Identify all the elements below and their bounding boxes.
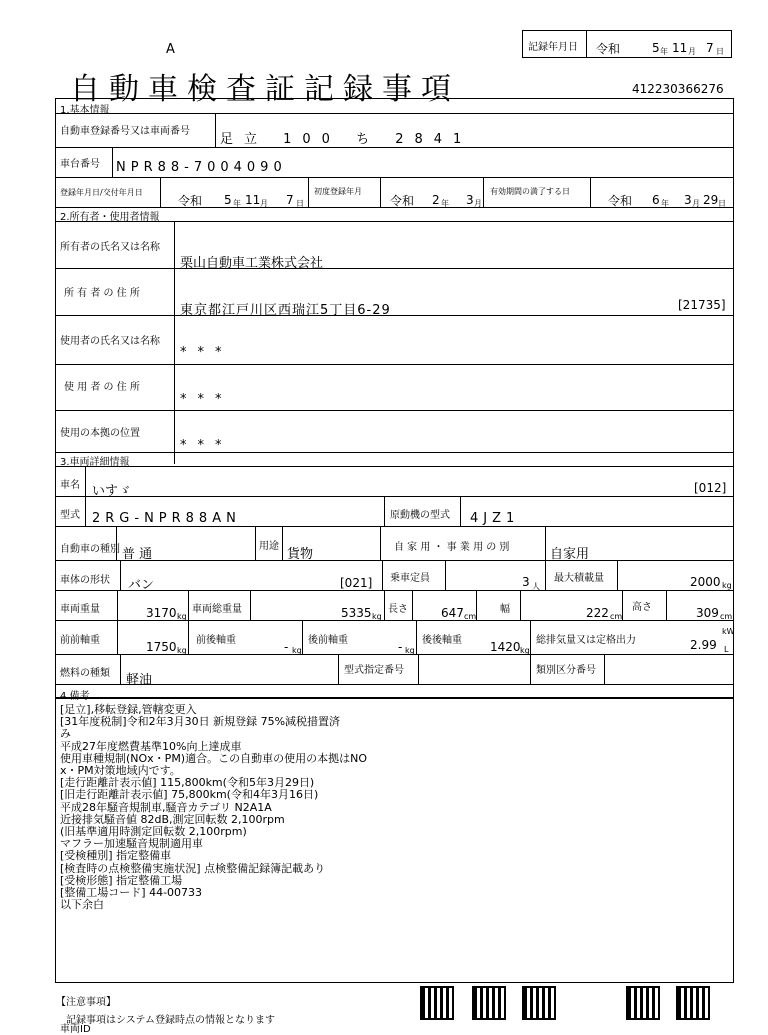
notes-heading: 【注意事項】 [56, 997, 116, 1008]
reg-number-value: 足立 100 ち 2841 [220, 132, 473, 147]
owner-addr-label: 所 有 者 の 住 所 [64, 288, 140, 299]
record-date-month: 11 [672, 41, 688, 55]
width-label: 幅 [500, 604, 510, 615]
kg-unit: kg [177, 646, 187, 655]
user-name: *** [180, 345, 233, 360]
engine-label: 原動機の型式 [390, 510, 450, 521]
section-remarks-heading: 4.備考 [60, 691, 90, 702]
weight-label: 車両重量 [60, 604, 100, 615]
owner-addr-code: [21735] [678, 298, 726, 312]
capacity-unit: 人 [532, 582, 540, 591]
remark-line: [走行距離計表示値] 115,800km(令和5年3月29日) [60, 776, 315, 790]
first-reg-month: 3 [466, 193, 474, 207]
reg-date-label: 登録年月日/交付年月日 [60, 188, 143, 197]
remark-line: み [60, 727, 71, 741]
length-label: 長さ [388, 604, 408, 615]
cm-unit: cm [610, 612, 623, 621]
remark-line: x・PM対策地域内です。 [60, 764, 181, 778]
expiry-month: 3 [684, 193, 692, 207]
remark-line: 以下余白 [60, 898, 104, 912]
remark-line: 使用車種規制(NOx・PM)適合。この自動車の使用の本拠はNO [60, 751, 367, 765]
remark-line: [受検形態] 指定整備工場 [60, 873, 183, 887]
max-load-label: 最大積載量 [554, 573, 604, 584]
chassis-value: NPR88-7004090 [116, 160, 287, 175]
disp-label: 総排気量又は定格出力 [536, 635, 636, 646]
car-name-label: 車名 [60, 480, 80, 491]
weight-value: 3170 [146, 606, 177, 620]
reg-date-month: 11 [245, 193, 261, 207]
ff-axle-label: 前前軸重 [60, 635, 100, 646]
capacity-value: 3 [522, 575, 530, 589]
kg-unit: kg [177, 612, 187, 621]
header-mark: A [166, 42, 175, 57]
width-value: 222 [586, 606, 609, 620]
reg-date-era: 令和 [178, 194, 203, 208]
reg-date-day: 7 [286, 193, 294, 207]
remark-line: 平成28年騒音規制車,騒音カテゴリ N2A1A [60, 800, 272, 814]
chassis-label: 車台番号 [60, 159, 100, 170]
user-name-label: 使用者の氏名又は名称 [60, 336, 160, 347]
length-value: 647 [441, 606, 464, 620]
rf-axle-value: - [398, 640, 403, 654]
user-addr: *** [180, 392, 233, 407]
base-label: 使用の本拠の位置 [60, 428, 140, 439]
kg-unit: kg [722, 581, 732, 590]
remark-line: [整備工場コード] 44-00733 [60, 886, 203, 900]
gross-label: 車両総重量 [192, 604, 242, 615]
cm-unit: cm [464, 612, 477, 621]
section-basic-heading: 1.基本情報 [60, 105, 110, 116]
qr-code-3 [522, 986, 556, 1020]
rf-axle-label: 後前軸重 [308, 635, 348, 646]
private-value: 自家用 [550, 547, 590, 562]
car-name-code: [012] [694, 481, 727, 495]
height-value: 309 [696, 606, 719, 620]
model-value: 2RG-NPR88AN [92, 511, 241, 526]
max-load-value: 2000 [690, 575, 721, 589]
body-label: 車体の形状 [60, 575, 110, 586]
record-date-era: 令和 [596, 42, 621, 56]
expiry-year: 6 [652, 193, 660, 207]
disp-value: 2.99 [690, 638, 717, 652]
first-reg-year: 2 [432, 193, 440, 207]
model-label: 型式 [60, 510, 80, 521]
qr-code-4 [626, 986, 660, 1020]
owner-addr: 東京都江戸川区西瑞江5丁目6-29 [180, 303, 391, 318]
use-value: 貨物 [287, 547, 314, 562]
car-name: いすゞ [92, 484, 132, 499]
remark-line: マフラー加速騒音規制適用車 [60, 837, 203, 851]
fr-axle-label: 前後軸重 [196, 635, 236, 646]
kg-unit: kg [372, 612, 382, 621]
remark-line: [受検種別] 指定整備車 [60, 849, 172, 863]
gross-value: 5335 [341, 606, 372, 620]
engine-value: 4JZ1 [470, 511, 520, 526]
kind-label: 自動車の種別 [60, 544, 120, 555]
record-date-label: 記録年月日 [528, 42, 578, 53]
section-vehicle-heading: 3.車両詳細情報 [60, 457, 130, 468]
reg-number-label: 自動車登録番号又は車両番号 [60, 126, 190, 137]
remark-line: [旧走行距離計表示値] 75,800km(令和4年3月16日) [60, 788, 319, 802]
owner-name: 栗山自動車工業株式会社 [180, 256, 324, 271]
ff-axle-value: 1750 [146, 640, 177, 654]
height-label: 高さ [632, 602, 652, 613]
kw-unit: kW [722, 627, 735, 636]
qr-code-2 [472, 986, 506, 1020]
first-reg-label: 初度登録年月 [314, 187, 362, 196]
expiry-era: 令和 [608, 194, 633, 208]
remark-line: [検査時の点検整備実施状況] 点検整備記録簿記載あり [60, 861, 326, 875]
capacity-label: 乗車定員 [390, 573, 430, 584]
notes-text: 記録事項はシステム登録時点の情報となります [66, 1015, 275, 1026]
user-addr-label: 使 用 者 の 住 所 [64, 382, 140, 393]
doc-number: 412230366276 [632, 82, 724, 96]
reg-date-year: 5 [224, 193, 232, 207]
kg-unit: kg [405, 646, 415, 655]
remark-line: [31年度税制]令和2年3月30日 新規登録 75%減税措置済 [60, 715, 341, 729]
l-unit: L [724, 645, 729, 654]
use-label: 用途 [259, 541, 279, 552]
expiry-day: 29 [703, 193, 719, 207]
remarks-list [60, 704, 720, 911]
body-code: [021] [340, 576, 373, 590]
rr-axle-value: 1420 [490, 640, 521, 654]
type-desig-label: 型式指定番号 [344, 665, 404, 676]
record-date-year: 5 [652, 41, 660, 55]
document-title: 自動車検査証記録事項 [70, 72, 460, 107]
remark-line: [足立],移転登録,管轄変更入 [60, 703, 197, 716]
vehicle-id-label: 車両ID [60, 1024, 91, 1035]
fuel-value: 軽油 [126, 673, 153, 688]
remark-line: (旧基準適用時測定回転数 2,100rpm) [60, 825, 247, 839]
private-label: 自 家 用 ・ 事 業 用 の 別 [394, 542, 510, 553]
first-reg-era: 令和 [390, 194, 415, 208]
kind-value: 普 通 [122, 547, 153, 562]
base-value: *** [180, 438, 233, 453]
remark-line: 平成27年度燃費基準10%向上達成車 [60, 739, 242, 753]
record-date-day: 7 [706, 41, 714, 55]
cm-unit: cm [720, 612, 733, 621]
rr-axle-label: 後後軸重 [422, 635, 462, 646]
kg-unit: kg [292, 646, 302, 655]
owner-name-label: 所有者の氏名又は名称 [60, 242, 160, 253]
remark-line: 近接排気騒音値 82dB,測定回転数 2,100rpm [60, 812, 285, 826]
section-owner-heading: 2.所有者・使用者情報 [60, 212, 160, 223]
qr-code-1 [420, 986, 454, 1020]
fr-axle-value: - [284, 640, 289, 654]
fuel-label: 燃料の種類 [60, 668, 110, 679]
expiry-label: 有効期間の満了する日 [490, 187, 570, 196]
kg-unit: kg [520, 646, 530, 655]
body-value: バン [128, 578, 155, 593]
qr-code-5 [676, 986, 710, 1020]
class-label: 類別区分番号 [536, 665, 596, 676]
